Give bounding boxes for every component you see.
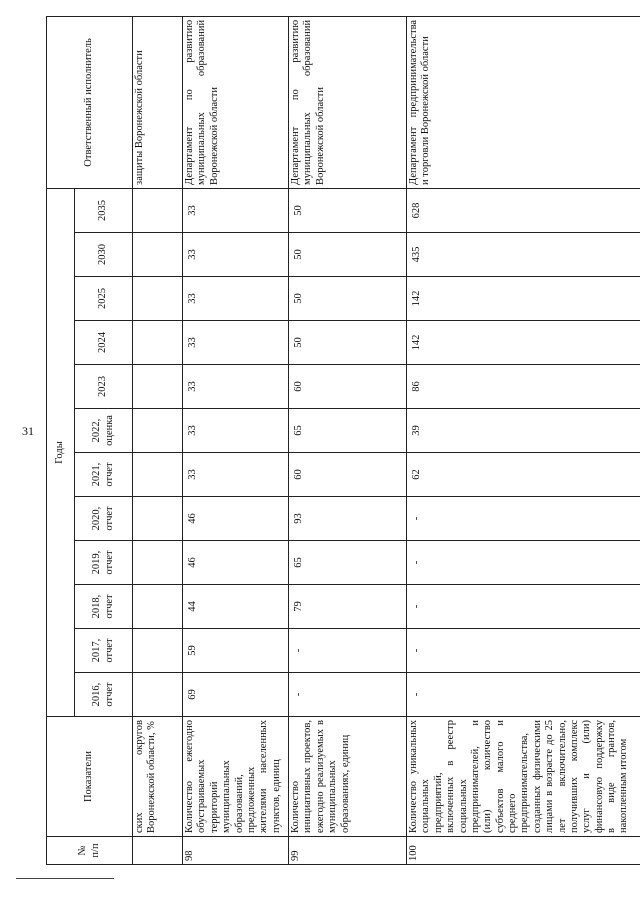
value-cell: - [407, 541, 640, 585]
value-cell: 33 [183, 321, 289, 365]
year-header: 2022, оценка [75, 409, 133, 453]
header-responsible: Ответственный исполнитель [47, 16, 133, 188]
value-cell: 39 [407, 409, 640, 453]
value-cell: 50 [289, 277, 407, 321]
value-cell: 60 [289, 453, 407, 497]
value-cell: 46 [183, 497, 289, 541]
value-cell [133, 629, 183, 673]
table-row [133, 16, 183, 864]
year-header: 2023 [75, 365, 133, 409]
value-cell: 93 [289, 497, 407, 541]
value-cell: 86 [407, 365, 640, 409]
header-row-1 [47, 16, 75, 864]
value-cell: 50 [289, 233, 407, 277]
value-cell [133, 277, 183, 321]
value-cell: - [407, 673, 640, 717]
indicator-cell: ских округов Воронежской области, % [133, 717, 183, 837]
value-cell: 46 [183, 541, 289, 585]
value-cell: 50 [289, 188, 407, 232]
year-header: 2019, отчет [75, 541, 133, 585]
value-cell: 142 [407, 277, 640, 321]
value-cell: 33 [183, 188, 289, 232]
footnote-separator [16, 878, 114, 879]
responsible-cell: Департамент предпринимательства и торговли Воронежской области [407, 16, 640, 188]
row-number: 98 [183, 837, 289, 865]
year-header: 2020, отчет [75, 497, 133, 541]
row-number [133, 837, 183, 865]
year-header: 2018, отчет [75, 585, 133, 629]
indicator-cell: Количество инициативных проектов, ежегодно реализуемых в муниципальных образованиях, единиц [289, 717, 407, 837]
value-cell: - [289, 629, 407, 673]
value-cell [133, 233, 183, 277]
year-header: 2016, отчет [75, 673, 133, 717]
value-cell [133, 497, 183, 541]
value-cell: 33 [183, 409, 289, 453]
value-cell: 33 [183, 277, 289, 321]
value-cell [133, 453, 183, 497]
value-cell [133, 365, 183, 409]
value-cell: 33 [183, 233, 289, 277]
indicator-cell: Количество уникальных социальных предприятий, включенных в реестр социальных предпринимателей, и (или) количество субъектов малого и среднего предпринимательства, созданных физическими лицами в возрасте до 25 лет включительно, получивших комплекс услуг и (или) финансовую поддержку в виде грантов, накопленным итогом [407, 717, 640, 837]
row-number: 99 [289, 837, 407, 865]
value-cell: 65 [289, 409, 407, 453]
year-header: 2021, отчет [75, 453, 133, 497]
year-header: 2035 [75, 188, 133, 232]
value-cell [133, 585, 183, 629]
value-cell: 628 [407, 188, 640, 232]
value-cell: - [407, 585, 640, 629]
value-cell: 59 [183, 629, 289, 673]
year-header: 2025 [75, 277, 133, 321]
table-row [289, 16, 407, 864]
indicator-cell: Количество ежегодно обустраиваемых территорий муниципальных образований, предложенных жителями населенных пунктов, единиц [183, 717, 289, 837]
page-number: 31 [22, 424, 34, 438]
value-cell: - [289, 673, 407, 717]
value-cell: 50 [289, 321, 407, 365]
header-no: № п/п [47, 837, 133, 865]
value-cell [133, 673, 183, 717]
value-cell: 44 [183, 585, 289, 629]
value-cell: 79 [289, 585, 407, 629]
value-cell: 62 [407, 453, 640, 497]
header-indicator: Показатели [47, 717, 133, 837]
header-years: Годы [47, 188, 75, 716]
responsible-cell: защиты Воронежской области [133, 16, 183, 188]
responsible-cell: Департамент по развитию муниципальных образований Воронежской области [289, 16, 407, 188]
table-row [407, 16, 640, 864]
responsible-cell: Департамент по развитию муниципальных образований Воронежской области [183, 16, 289, 188]
value-cell: 65 [289, 541, 407, 585]
year-header: 2030 [75, 233, 133, 277]
value-cell: 33 [183, 365, 289, 409]
value-cell: - [407, 497, 640, 541]
value-cell: 60 [289, 365, 407, 409]
value-cell [133, 541, 183, 585]
value-cell [133, 321, 183, 365]
value-cell: 69 [183, 673, 289, 717]
row-number: 100 [407, 837, 640, 865]
value-cell: - [407, 629, 640, 673]
year-header: 2024 [75, 321, 133, 365]
rotated-table-wrapper [46, 17, 640, 865]
year-header: 2017, отчет [75, 629, 133, 673]
value-cell [133, 409, 183, 453]
value-cell: 33 [183, 453, 289, 497]
table-row [183, 16, 289, 864]
value-cell: 142 [407, 321, 640, 365]
value-cell: 435 [407, 233, 640, 277]
indicators-table [46, 16, 640, 865]
value-cell [133, 188, 183, 232]
